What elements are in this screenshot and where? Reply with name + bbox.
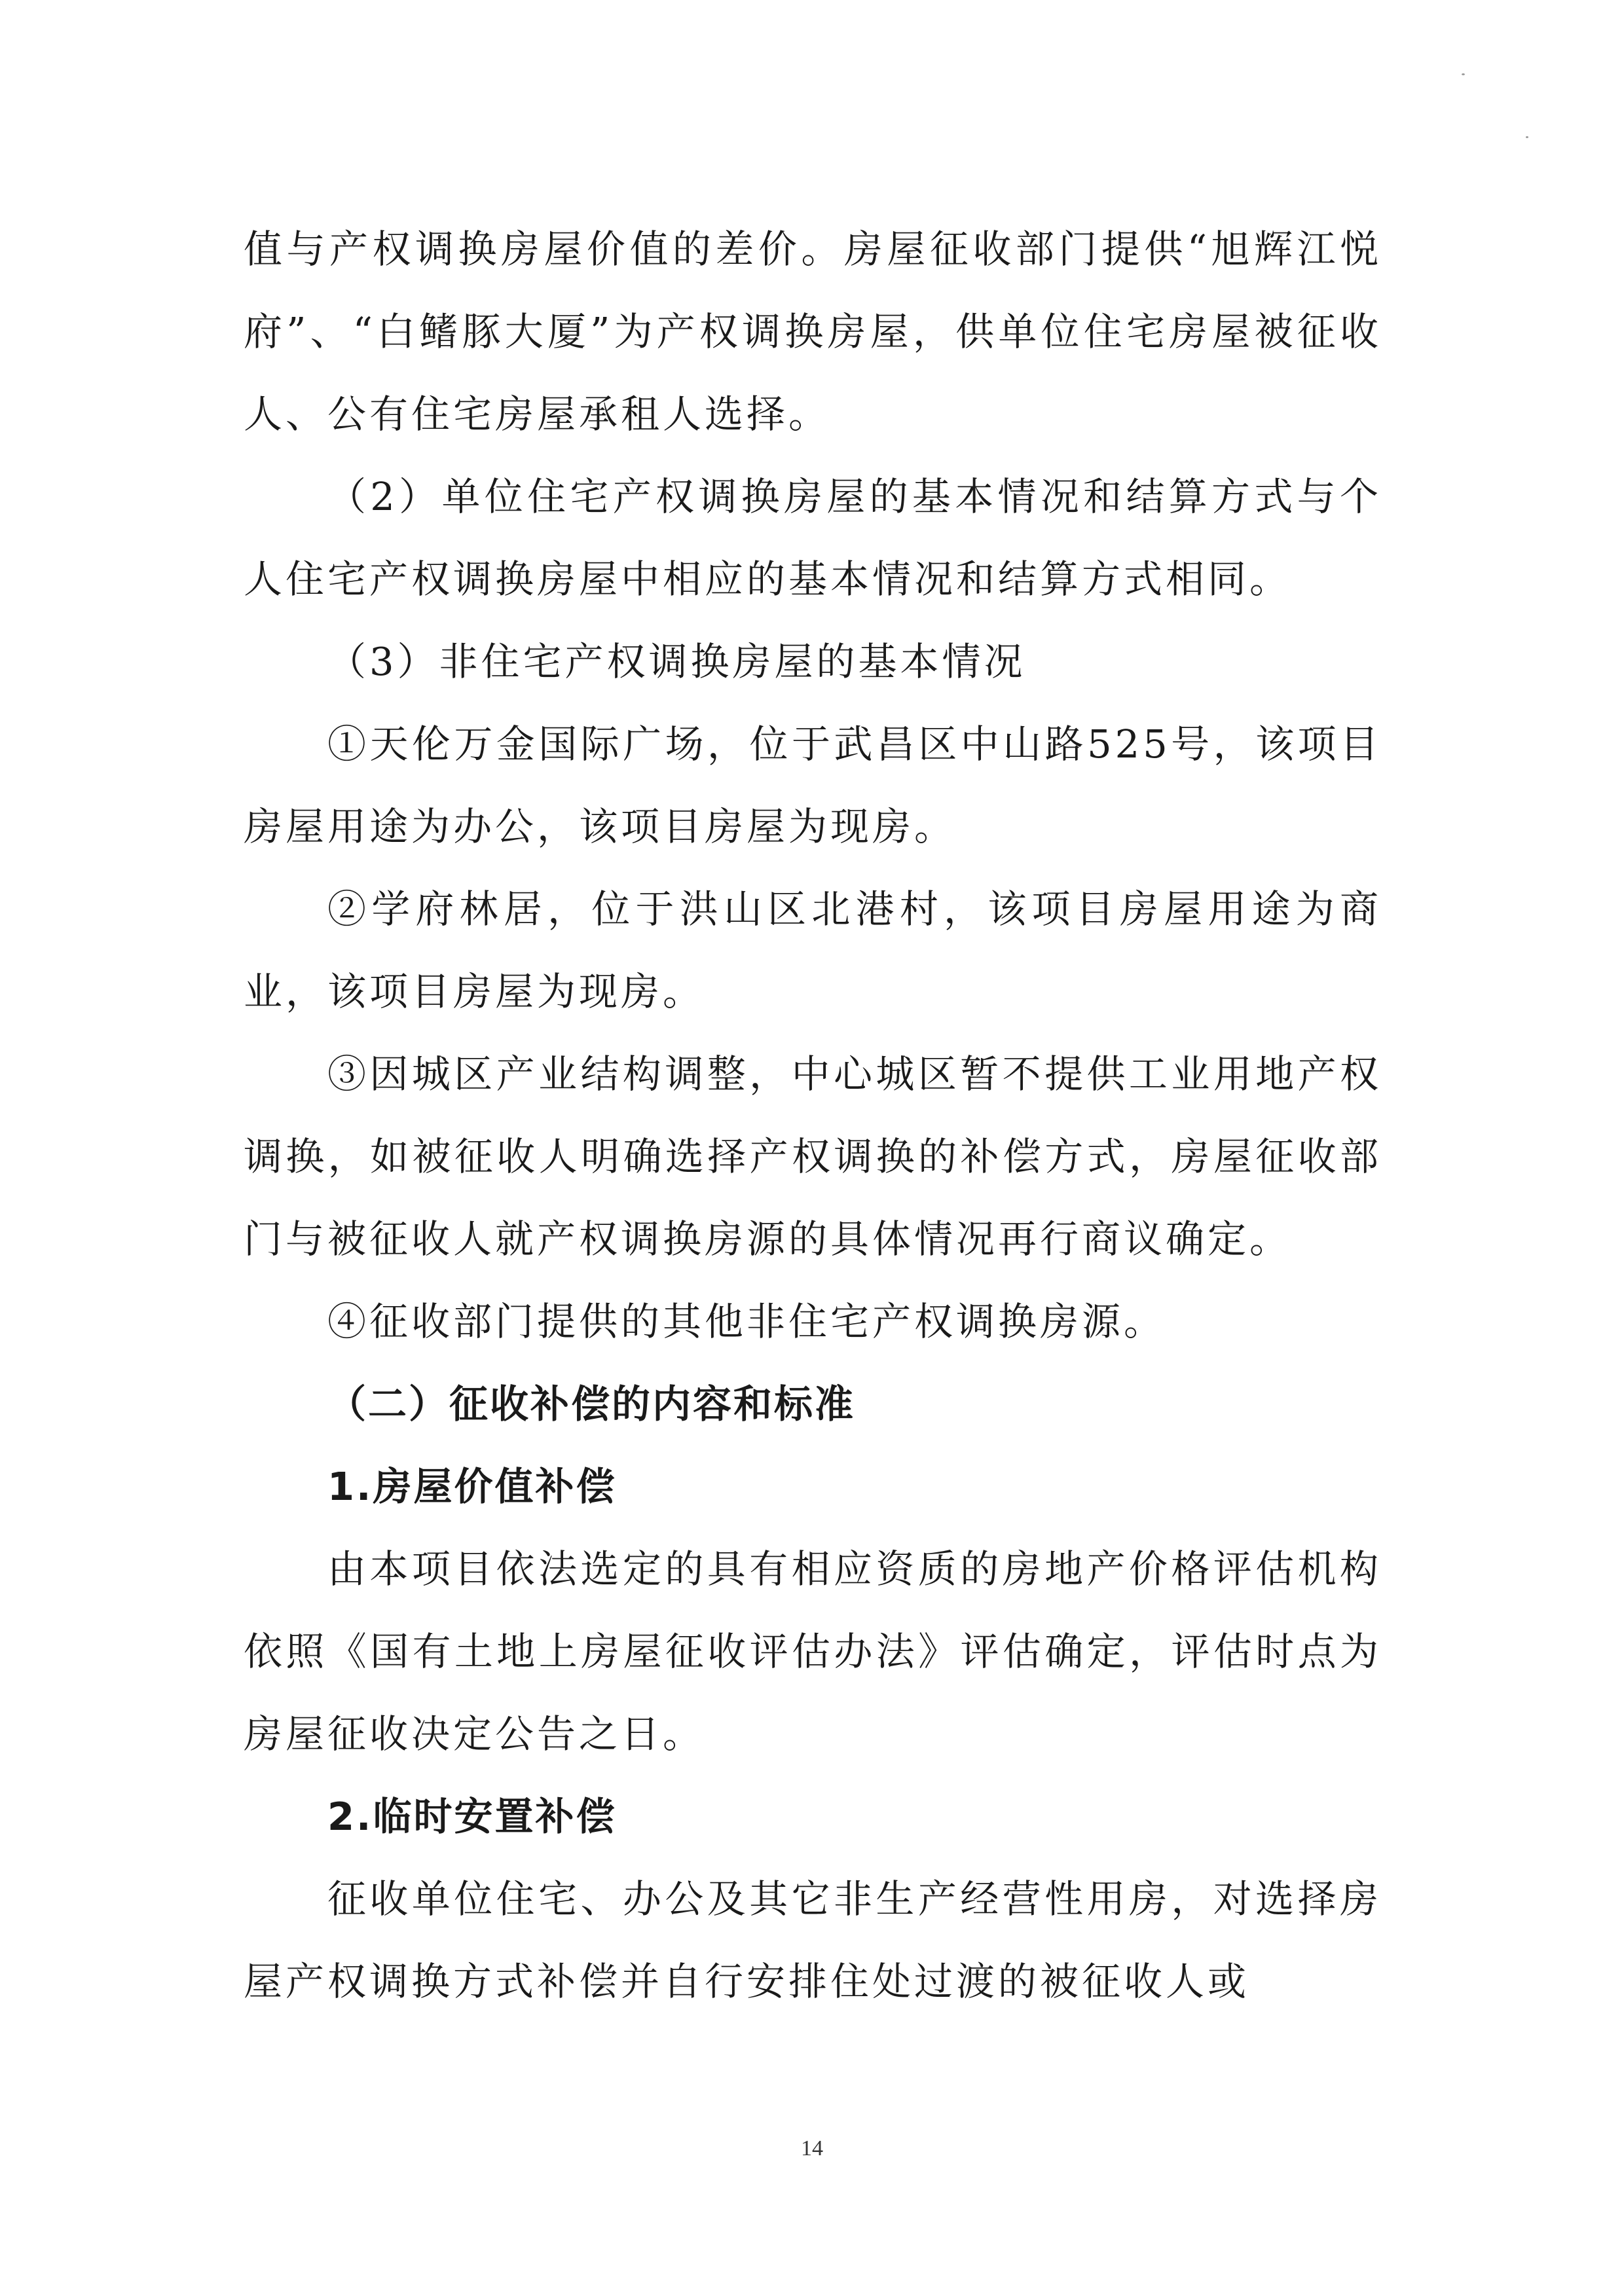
paragraph-item-3: （3）非住宅产权调换房屋的基本情况 bbox=[327, 639, 1026, 684]
scan-speck bbox=[1462, 73, 1465, 75]
paragraph-valuation: 由本项目依法选定的具有相应资质的房地产价格评估机构依照《国有土地上房屋征收评估办法》评估确定，评估时点为房屋征收决定公告之日。 bbox=[244, 1546, 1382, 1757]
scan-speck bbox=[1526, 136, 1528, 138]
subsection-heading-2: 2.临时安置补偿 bbox=[327, 1794, 617, 1839]
subsection-heading-1: 1.房屋价值补偿 bbox=[327, 1464, 617, 1509]
paragraph-option-1: ①天伦万金国际广场，位于武昌区中山路525号，该项目房屋用途为办公，该项目房屋为现房。 bbox=[244, 721, 1382, 849]
paragraph-item-2: （2）单位住宅产权调换房屋的基本情况和结算方式与个人住宅产权调换房屋中相应的基本情况和结算方式相同。 bbox=[244, 474, 1382, 602]
paragraph-resettlement: 征收单位住宅、办公及其它非生产经营性用房，对选择房屋产权调换方式补偿并自行安排住处过渡的被征收人或 bbox=[244, 1876, 1382, 2004]
paragraph-option-2: ②学府林居，位于洪山区北港村，该项目房屋用途为商业，该项目房屋为现房。 bbox=[244, 886, 1382, 1014]
paragraph-option-4: ④征收部门提供的其他非住宅产权调换房源。 bbox=[327, 1299, 1166, 1344]
paragraph-option-3: ③因城区产业结构调整，中心城区暂不提供工业用地产权调换，如被征收人明确选择产权调换的补偿方式，房屋征收部门与被征收人就产权调换房源的具体情况再行商议确定。 bbox=[244, 1051, 1382, 1262]
paragraph-continuation: 值与产权调换房屋价值的差价。房屋征收部门提供“旭辉江悦府”、“白鳍豚大厦”为产权调换房屋，供单位住宅房屋被征收人、公有住宅房屋承租人选择。 bbox=[244, 227, 1382, 437]
section-heading: （二）征收补偿的内容和标准 bbox=[327, 1381, 856, 1427]
document-body bbox=[244, 208, 1382, 2023]
page-number: 14 bbox=[801, 2136, 823, 2160]
